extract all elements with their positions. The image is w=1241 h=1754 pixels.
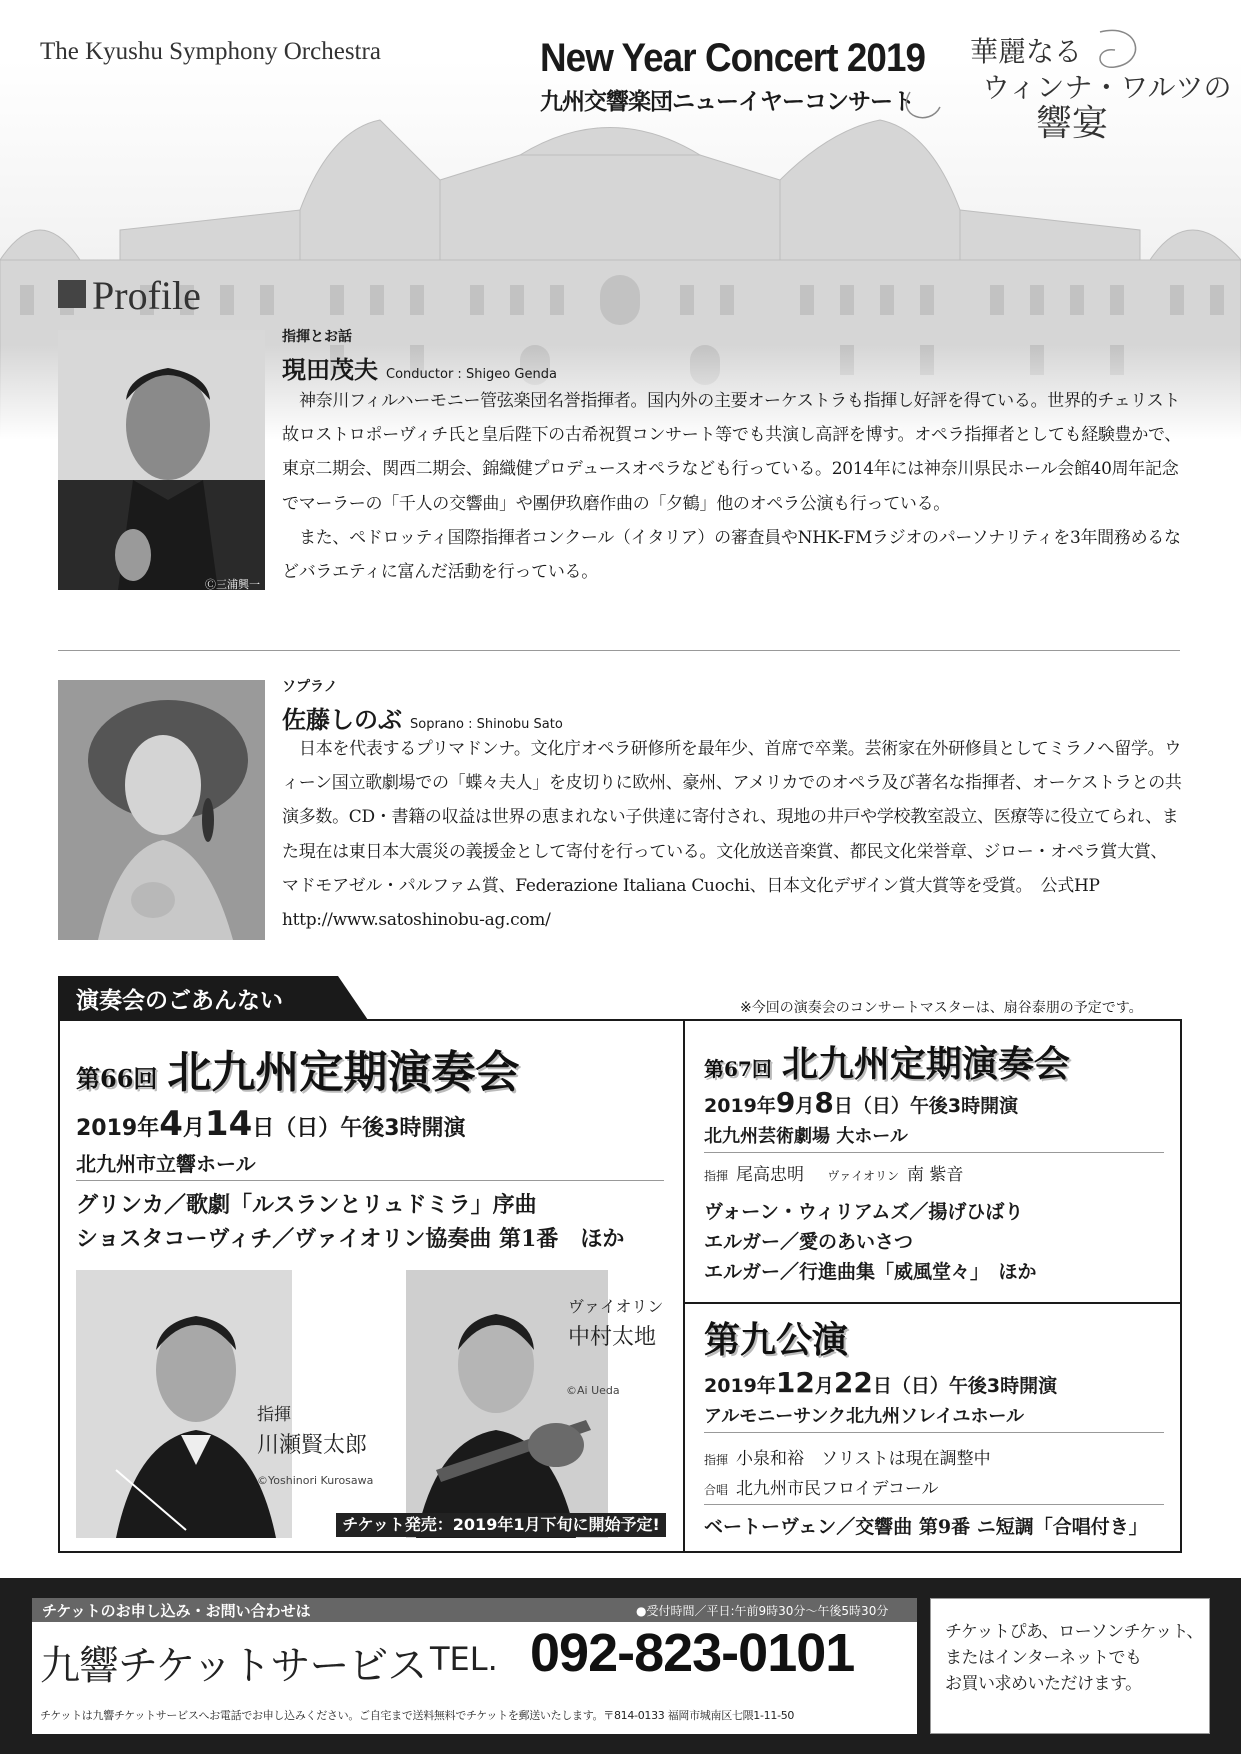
daiku-time: 日（日）午後3時開演 <box>872 1375 1058 1397</box>
concert-66-program-item: ショスタコーヴィチ／ヴァイオリン協奏曲 第1番 ほか <box>76 1226 625 1252</box>
ticket-outlets-line: チケットぴあ、ローソンチケット、 <box>945 1622 1204 1642</box>
concert-67-venue: 北九州芸術劇場 大ホール <box>704 1126 908 1147</box>
concert-66-day: 14 <box>204 1104 253 1144</box>
concert-67-title <box>704 1036 1070 1087</box>
profile-heading-text: Profile <box>92 273 201 318</box>
concert-66-rule <box>76 1180 664 1181</box>
kawase-name: 川瀬賢太郎 <box>257 1433 368 1458</box>
daiku-month-label: 月 <box>814 1375 834 1397</box>
tagline-line-3: 響宴 <box>1036 103 1109 144</box>
daiku-year: 2019年 <box>704 1375 776 1397</box>
square-bullet-icon <box>58 280 86 308</box>
concert-title-japanese: 九州交響楽団ニューイヤーコンサート <box>540 89 914 115</box>
daiku-program: ベートーヴェン／交響曲 第9番 ニ短調「合唱付き」 <box>704 1516 1148 1538</box>
concert-66-time: 日（日）午後3時開演 <box>252 1116 466 1141</box>
concert-67-day: 8 <box>814 1086 834 1119</box>
concert-66-year: 2019年 <box>76 1116 160 1141</box>
concert-67-program-item: エルガー／行進曲集「威風堂々」 ほか <box>704 1261 1037 1283</box>
tagline-line-2: ウィンナ・ワルツの <box>982 71 1232 104</box>
conductor-photo <box>58 330 265 590</box>
soprano-bio <box>282 732 1182 937</box>
soprano-name-jp: 佐藤しのぶ <box>282 705 402 734</box>
daiku-chorus <box>704 1474 939 1499</box>
concert-67-program-item: ヴォーン・ウィリアムズ／揚げひばり <box>704 1201 1024 1223</box>
inquiry-text: チケットのお申し込み・お問い合わせは <box>42 1602 311 1620</box>
concert-67-number: 第67回 <box>704 1057 772 1081</box>
concert-67-time: 日（日）午後3時開演 <box>833 1095 1019 1117</box>
kawase-photo-credit: ©Yoshinori Kurosawa <box>257 1474 374 1487</box>
concert-67-role: 指揮 <box>704 1169 729 1183</box>
soprano-bio-paragraph: 日本を代表するプリマドンナ。文化庁オペラ研修所を最年少、首席で卒業。芸術家在外研修員としてミラノへ留学。ウィーン国立歌劇場での「蝶々夫人」を皮切りに欧州、豪州、アメリカでのオペラ及び著名な指揮者、オーケストラとの共演多数。CD・書籍の収益は世界の恵まれない子供達に寄付され、現地の井戸や学校教室設立、医療等に役立てられ、また現在は東日本大震災の義援金として寄付を行っている。文化放送音楽賞、都民文化栄誉章、ジロー・オペラ賞大賞、マドモアゼル・パルファム賞、Federazione Italiana Cuochi、日本文化デザイン賞大賞等を受賞。 公式HP http://www.satoshinobu-ag.com/ <box>282 739 1182 931</box>
concert-66-venue: 北九州市立響ホール <box>76 1152 256 1176</box>
tagline-line-1: 華麗なる <box>970 35 1083 68</box>
section-divider <box>58 650 1180 651</box>
tagline <box>970 34 1231 142</box>
concert-67-program-item: エルガー／愛のあいさつ <box>704 1231 914 1253</box>
concert-67-rule <box>704 1152 1164 1153</box>
concert-66-program <box>76 1188 624 1256</box>
profile-heading <box>58 272 201 319</box>
daiku-role: 合唱 <box>704 1483 729 1497</box>
kawase-role: 指揮 <box>257 1405 291 1425</box>
tel-label: TEL. <box>430 1640 498 1678</box>
concert-67-performer: 尾高忠明 <box>736 1165 805 1185</box>
daiku-role: 指揮 <box>704 1453 729 1467</box>
soprano-name-en: Soprano : Shinobu Sato <box>410 717 563 732</box>
soprano-photo <box>58 680 265 940</box>
concert-67-month-label: 月 <box>795 1095 815 1117</box>
soprano-role: ソプラノ <box>282 679 338 695</box>
conductor-role: 指揮とお話 <box>282 329 352 345</box>
concert-guide-heading: 演奏会のごあんない <box>76 988 283 1014</box>
ticket-outlets-box <box>930 1598 1210 1734</box>
concert-66-title-text: 北九州定期演奏会 <box>167 1047 520 1098</box>
concert-66-number: 第66回 <box>76 1064 158 1093</box>
ticket-outlets-line: またはインターネットでも <box>945 1648 1142 1668</box>
daiku-rule <box>704 1432 1164 1433</box>
daiku-rule-2 <box>704 1504 1164 1505</box>
nakamura-role: ヴァイオリン <box>568 1297 664 1316</box>
concert-67-performer: 南 紫音 <box>906 1165 964 1185</box>
daiku-date <box>704 1366 1057 1399</box>
concert-67-title-text: 北九州定期演奏会 <box>781 1043 1070 1085</box>
daiku-conductor <box>704 1444 991 1469</box>
nakamura-photo-credit: ©Ai Ueda <box>566 1384 620 1397</box>
concert-66-program-item: グリンカ／歌劇「ルスランとリュドミラ」序曲 <box>76 1192 537 1218</box>
conductor-bio-paragraph-2: また、ペドロッティ国際指揮者コンクール（イタリア）の審査員やNHK-FMラジオのパーソナリティを3年間務めるなどバラエティに富んだ活動を行っている。 <box>282 527 1181 583</box>
concert-66-date <box>76 1104 466 1144</box>
orchestra-name: The Kyushu Symphony Orchestra <box>40 38 381 65</box>
conductor-photo-credit: Ⓒ三浦興一 <box>205 578 260 591</box>
daiku-day: 22 <box>833 1366 873 1399</box>
box-vertical-divider <box>683 1020 685 1552</box>
concert-67-performers <box>704 1160 963 1185</box>
concert-66-month: 4 <box>159 1104 183 1144</box>
concert-67-role: ヴァイオリン <box>827 1169 899 1183</box>
concert-66-title <box>76 1036 519 1100</box>
ticket-mail-note: チケットは九響チケットサービスへお電話でお申し込みください。ご自宅まで送料無料でチケットを郵送いたします。〒814-0133 福岡市城南区七隈1-11-50 <box>40 1709 795 1722</box>
daiku-title: 第九公演 <box>704 1319 849 1361</box>
concertmaster-note: ※今回の演奏会のコンサートマスターは、扇谷泰朋の予定です。 <box>740 1000 1143 1016</box>
ticket-service-name: 九響チケットサービス <box>40 1643 427 1689</box>
box-horizontal-divider <box>684 1302 1181 1304</box>
conductor-name-jp: 現田茂夫 <box>282 355 378 384</box>
ticket-outlets-line: お買い求めいただけます。 <box>945 1674 1142 1694</box>
daiku-venue: アルモニーサンク北九州ソレイユホール <box>704 1406 1025 1427</box>
daiku-month: 12 <box>775 1366 815 1399</box>
concert-66-month-label: 月 <box>182 1116 205 1141</box>
reception-hours: ●受付時間／平日:午前9時30分〜午後5時30分 <box>636 1604 889 1618</box>
soprano-name <box>282 700 563 735</box>
conductor-name-en: Conductor : Shigeo Genda <box>386 367 557 382</box>
daiku-performer: 小泉和裕 ソリストは現在調整中 <box>736 1449 991 1469</box>
conductor-bio-paragraph-1: 神奈川フィルハーモニー管弦楽団名誉指揮者。国内外の主要オーケストラも指揮し好評を得ている。世界的チェリスト故ロストロポーヴィチ氏と皇后陛下の古希祝賀コンサート等でも共演し高評を博す。オペラ指揮者としても経験豊かで、東京二期会、関西二期会、錦織健プロデュースオペラなども行っている。2014年には神奈川県民ホール会館40周年記念でマーラーの「千人の交響曲」や團伊玖磨作曲の「夕鶴」他のオペラ公演も行っている。 <box>282 391 1182 514</box>
ticket-outlets-text <box>945 1619 1203 1697</box>
phone-number[interactable]: 092-823-0101 <box>530 1623 855 1683</box>
concert-67-month: 9 <box>775 1086 796 1119</box>
daiku-performer: 北九州市民フロイデコール <box>736 1479 939 1499</box>
nakamura-name: 中村太地 <box>568 1325 657 1350</box>
concert-title: New Year Concert 2019 <box>540 36 926 80</box>
conductor-name <box>282 350 557 385</box>
conductor-bio <box>282 384 1182 589</box>
concert-67-year: 2019年 <box>704 1095 776 1117</box>
ticket-sale-notice: チケット発売：2019年1月下旬に開始予定! <box>336 1513 666 1537</box>
concert-67-program <box>704 1197 1037 1287</box>
concert-67-date <box>704 1086 1018 1119</box>
